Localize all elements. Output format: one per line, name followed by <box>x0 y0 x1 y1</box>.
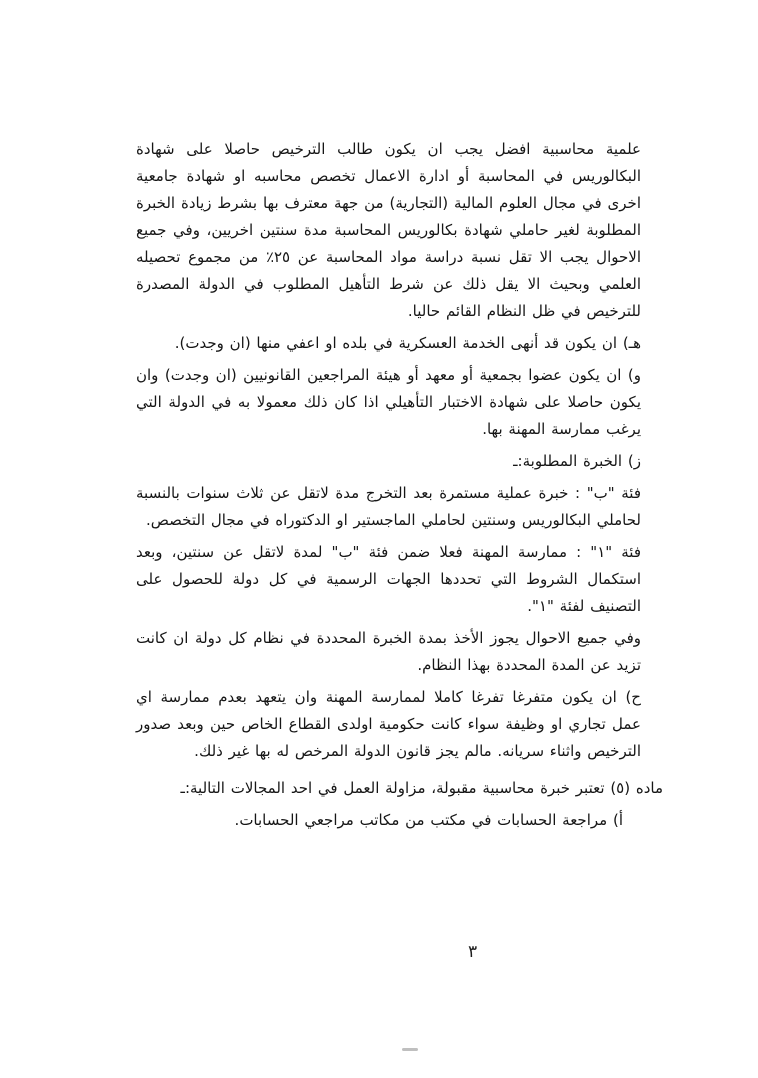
article-text: تعتبر خبرة محاسبية مقبولة، مزاولة العمل في احد المجالات التالية:ـ <box>180 779 605 797</box>
item-text: ان يكون عضوا بجمعية أو معهد أو هيئة المراجعين القانونيين (ان وجدت) وان يكون حاصلا على شهادة الاختبار التأهيلي اذا كان ذلك معمولا به في الدولة التي يرغب ممارسة المهنة بها. <box>136 366 641 438</box>
item-marker: أ) <box>612 811 623 829</box>
item-text: ان يكون متفرغا تفرغا كاملا لممارسة المهنة وان يتعهد بعدم ممارسة اي عمل تجاري او وظيفة سواء كانت حكومية اولدى القطاع الخاص حين وبعد صدور الترخيص واثناء سريانه. مالم يجز قانون الدولة المرخص له بها غير ذلك. <box>136 688 641 760</box>
list-item-zay <box>136 448 641 475</box>
item-text: ان يكون قد أنهى الخدمة العسكرية في بلده او اعفي منها (ان وجدت). <box>174 334 618 352</box>
paragraph-category-b <box>136 480 641 534</box>
item-marker: ح) <box>625 688 641 706</box>
text-block <box>136 136 663 839</box>
paragraph-text: فئة "ب" : خبرة عملية مستمرة بعد التخرج مدة لاتقل عن ثلاث سنوات بالنسبة لحاملي البكالوريس وسنتين لحاملي الماجستير او الدكتوراه في مجال التخصص. <box>136 484 641 529</box>
article-5 <box>136 775 663 802</box>
list-item-waw <box>136 362 641 443</box>
scan-artifact <box>402 1048 418 1051</box>
paragraph-text: علمية محاسبية افضل يجب ان يكون طالب الترخيص حاصلا على شهادة البكالوريس في المحاسبة أو ادارة الاعمال تخصص محاسبه او شهادة جامعية اخرى في مجال العلوم المالية (التجارية) من جهة معترف بها بشرط زيادة الخبرة المطلوبة لغير حاملي شهادة بكالوريس المحاسبة مدة سنتين اخريين، وفي جميع الاحوال يجب الا تقل نسبة دراسة مواد المحاسبة عن ٢٥٪ من مجموع تحصيله العلمي وبحيث الا يقل ذلك عن شرط التأهيل المطلوب في الدولة المصدرة للترخيص في ظل النظام القائم حاليا. <box>136 140 641 320</box>
paragraph-category-1 <box>136 539 641 620</box>
paragraph-text: وفي جميع الاحوال يجوز الأخذ بمدة الخبرة المحددة في نظام كل دولة ان كانت تزيد عن المدة المحددة بهذا النظام. <box>136 629 641 674</box>
item-marker: هـ) <box>622 334 641 352</box>
paragraph-continuation <box>136 136 641 325</box>
article-marker: ماده (٥) <box>610 779 663 797</box>
item-marker: و) <box>627 366 641 384</box>
list-item-ha <box>136 330 641 357</box>
paragraph-text: فئة "١" : ممارسة المهنة فعلا ضمن فئة "ب" لمدة لاتقل عن سنتين، وبعد استكمال الشروط التي تحددها الجهات الرسمية في كل دولة للحصول على التصنيف لفئة "١". <box>136 543 642 615</box>
item-text: الخبرة المطلوبة:ـ <box>513 452 623 470</box>
paragraph-experience-note <box>136 625 641 679</box>
item-marker: ز) <box>627 452 641 470</box>
list-item-alef <box>136 807 623 834</box>
page-number: ٣ <box>468 942 478 962</box>
list-item-hah <box>136 684 641 765</box>
item-text: مراجعة الحسابات في مكتب من مكاتب مراجعي الحسابات. <box>234 811 608 829</box>
